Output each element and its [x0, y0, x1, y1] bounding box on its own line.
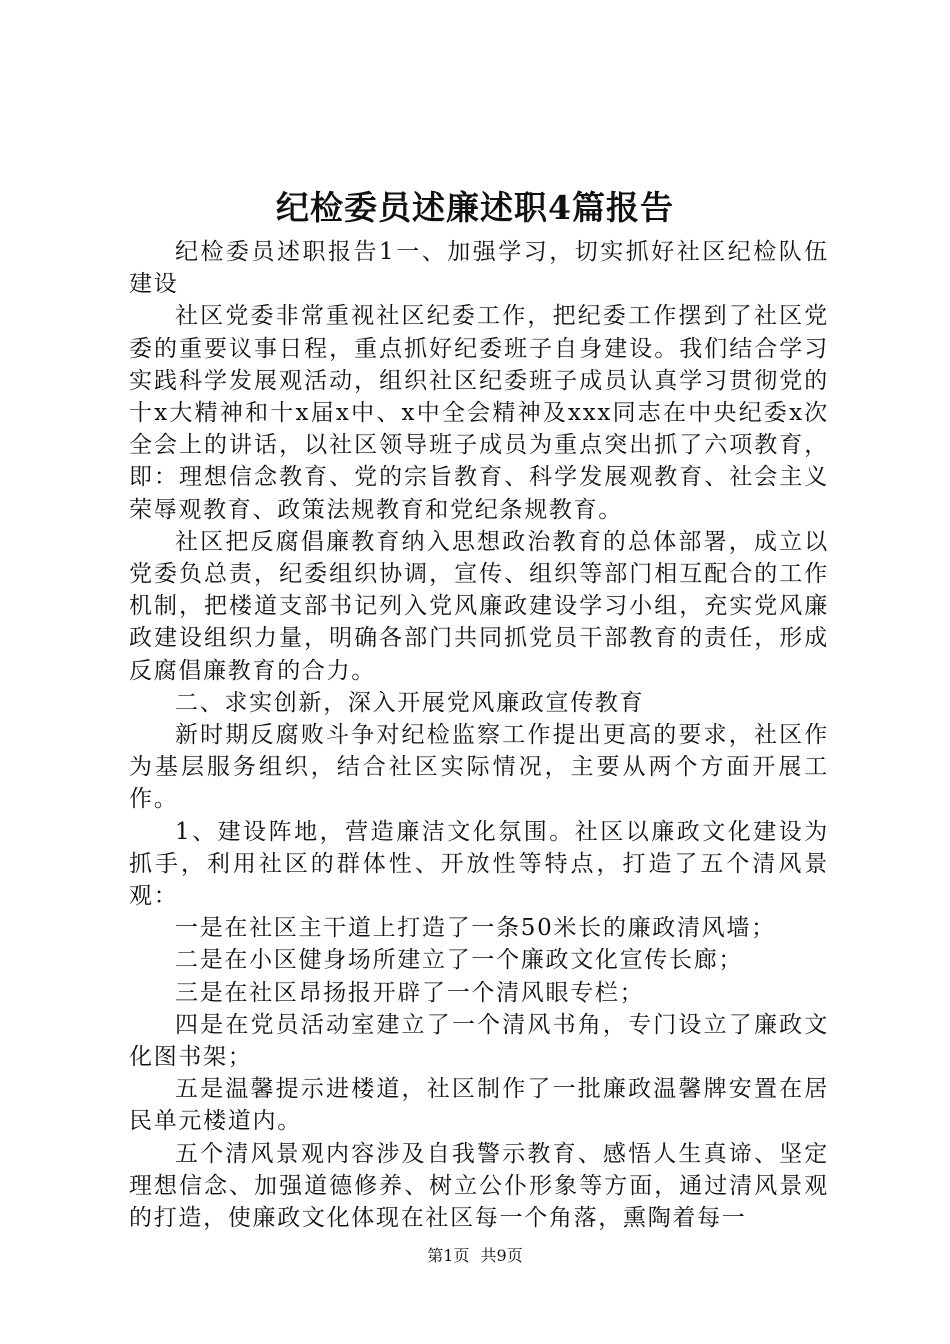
paragraph: 社区把反腐倡廉教育纳入思想政治教育的总体部署，成立以党委负总责，纪委组织协调，宣传、组织等部门相互配合的工作机制，把楼道支部书记列入党风廉政建设学习小组，充实党风廉政建设组织力量，明确各部门共同抓党员干部教育的责任，形成反腐倡廉教育的合力。 [129, 528, 829, 684]
paragraph: 三是在社区昂扬报开辟了一个清风眼专栏； [175, 979, 645, 1006]
paragraph: 纪检委员述职报告1一、加强学习，切实抓好社区纪检队伍建设 [129, 239, 829, 298]
paragraph: 一是在社区主干道上打造了一条50米长的廉政清风墙； [175, 915, 776, 942]
paragraph: 五个清风景观内容涉及自我警示教育、感悟人生真谛、坚定理想信念、加强道德修养、树立公仆形象等方面，通过清风景观的打造，使廉政文化体现在社区每一个角落，熏陶着每一 [129, 1140, 829, 1232]
document-body [129, 236, 829, 1234]
paragraph: 四是在党员活动室建立了一个清风书角，专门设立了廉政文化图书架； [129, 1011, 829, 1071]
paragraph: 二、求实创新，深入开展党风廉政宣传教育 [175, 689, 645, 716]
paragraph: 新时期反腐败斗争对纪检监察工作提出更高的要求，社区作为基层服务组织，结合社区实际情况，主要从两个方面开展工作。 [129, 722, 829, 813]
document-title: 纪检委员述廉述职4篇报告 [276, 188, 674, 227]
page-number: 第1页 [427, 1246, 470, 1265]
paragraph: 1、建设阵地，营造廉洁文化氛围。社区以廉政文化建设为抓手，利用社区的群体性、开放性等特点，打造了五个清风景观： [129, 818, 829, 910]
paragraph: 五是温馨提示进楼道，社区制作了一批廉政温馨牌安置在居民单元楼道内。 [129, 1076, 829, 1135]
page-total: 共9页 [480, 1246, 523, 1265]
page-footer [0, 1245, 950, 1267]
paragraph: 二是在小区健身场所建立了一个廉政文化宣传长廊； [175, 947, 744, 974]
paragraph: 社区党委非常重视社区纪委工作，把纪委工作摆到了社区党委的重要议事日程，重点抓好纪委班子自身建设。我们结合学习实践科学发展观活动，组织社区纪委班子成员认真学习贯彻党的十x大精神和十x届x中、x中全会精神及xxx同志在中央纪委x次全会上的讲话，以社区领导班子成员为重点突出抓了六项教育，即：理想信念教育、党的宗旨教育、科学发展观教育、社会主义荣辱观教育、政策法规教育和党纪条规教育。 [129, 303, 829, 523]
